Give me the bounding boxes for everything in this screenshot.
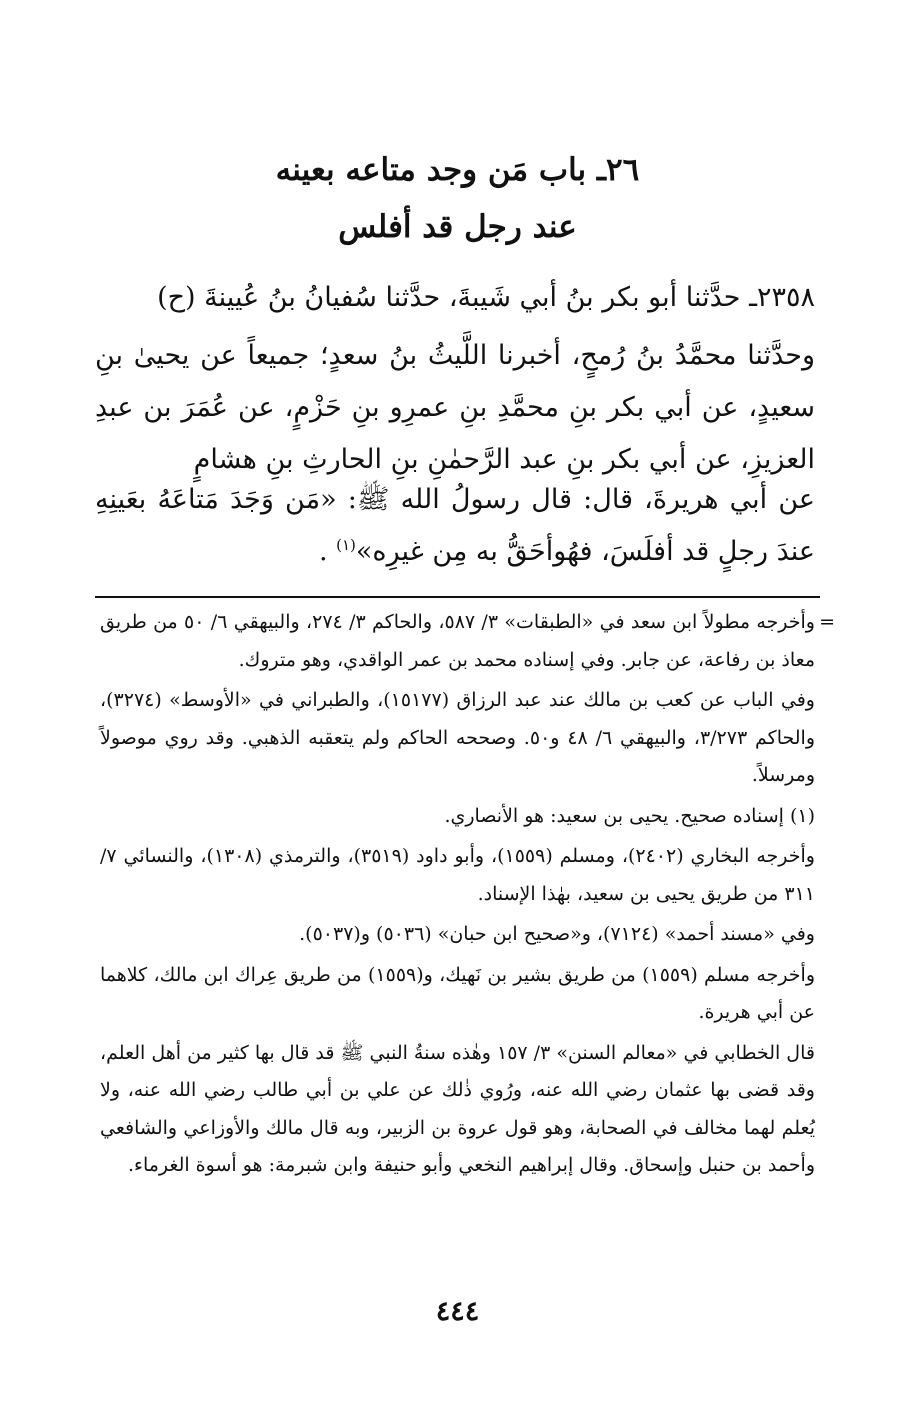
hadith-matn [95,474,815,578]
page-number: ٤٤٤ [435,1296,480,1327]
footnote-paragraph: (١) إسناده صحيح. يحيى بن سعيد: هو الأنصاري. [444,804,815,827]
footnotes [100,604,835,1188]
footnote-paragraph: وفي الباب عن كعب بن مالك عند عبد الرزاق (١٥١٧٧)، والطبراني في «الأوسط» (٣٢٧٤)، والحاكم ٣/٢٧٣، والبيهقي ٦/ ٤٨ و٥٠. وصححه الحاكم ولم يتعقبه الذهبي. وقد روي موصولاً ومرسلاً. [100,689,816,786]
hadith-isnad [95,330,815,486]
footnote-paragraph: وأخرجه مسلم (١٥٥٩) من طريق بشير بن نَهيك، و(١٥٥٩) من طريق عِراك ابن مالك، كلاهما عن أبي هريرة. [100,963,815,1023]
footnote-paragraph: وأخرجه البخاري (٢٤٠٢)، ومسلم (١٥٥٩)، وأبو داود (٣٥١٩)، والترمذي (١٣٠٨)، والنسائي ٧/ ٣١١ من طريق يحيى بن سعيد، بهٰذا الإسناد. [100,845,815,905]
footnote-marker: (١) [336,536,356,554]
hadith-number-text: ٢٣٥٨ـ حدَّثنا أبو بكر بنُ أبي شَيبةَ، حدَّثنا سُفيانُ بنُ عُيينةَ (ح) [157,282,815,313]
footnote-paragraph: قال الخطابي في «معالم السنن» ٣/ ١٥٧ وهٰذه سنةُ النبي ﷺ قد قال بها كثير من أهل العلم، وقد قضى بها عثمان رضي الله عنه، ورُوي ذٰلك عن علي بن أبي طالب رضي الله عنه، ولا يُعلم لهما مخالف في الصحابة، وهو قول عروة بن الزبير، وبه قال مالك والأوزاعي والشافعي وأحمد بن حنبل وإسحاق. وقال إبراهيم النخعي وأبو حنيفة وابن شبرمة: هو أسوة الغرماء. [100,1041,815,1176]
chapter-title: ٢٦ـ باب مَن وجد متاعه بعينه [275,152,640,188]
hadith-end-mark: . [318,536,328,567]
hadith-matn-text: عن أبي هريرةَ، قال: قال رسولُ الله ﷺ: «مَن وَجَدَ مَتاعَهُ بعَينِهِ عندَ رجلٍ قد أفلَسَ، فهُوأحَقُّ به مِن غيرِه» [95,484,815,567]
footnote-paragraph: وأخرجه مطولاً ابن سعد في «الطبقات» ٣/ ٥٨٧، والحاكم ٣/ ٢٧٤، والبيهقي ٦/ ٥٠ من طريق معاذ بن رفاعة، عن جابر. وفي إسناده محمد بن عمر الواقدي، وهو متروك. [100,611,815,671]
chapter-subtitle: عند رجل قد أفلس [338,209,577,245]
footnote-separator [95,596,820,598]
footnote-paragraph: وفي «مسند أحمد» (٧١٢٤)، و«صحيح ابن حبان» (٥٠٣٦) و(٥٠٣٧). [299,923,815,945]
hadith-number-line [95,272,815,324]
hadith-isnad-text: وحدَّثنا محمَّدُ بنُ رُمحٍ، أخبرنا اللَّيثُ بنُ سعدٍ؛ جميعاً عن يحيىٰ بنِ سعيدٍ، عن أبي بكر بنِ محمَّدِ بنِ عمرِو بنِ حَزْمٍ، عن عُمَرَ بن عبدِ العزيزِ، عن أبي بكر بنِ عبد الرَّحمٰنِ بنِ الحارثِ بنِ هشامٍ [95,340,815,475]
hadith-matn-paragraph [95,474,815,578]
continuation-mark: = [819,611,835,633]
